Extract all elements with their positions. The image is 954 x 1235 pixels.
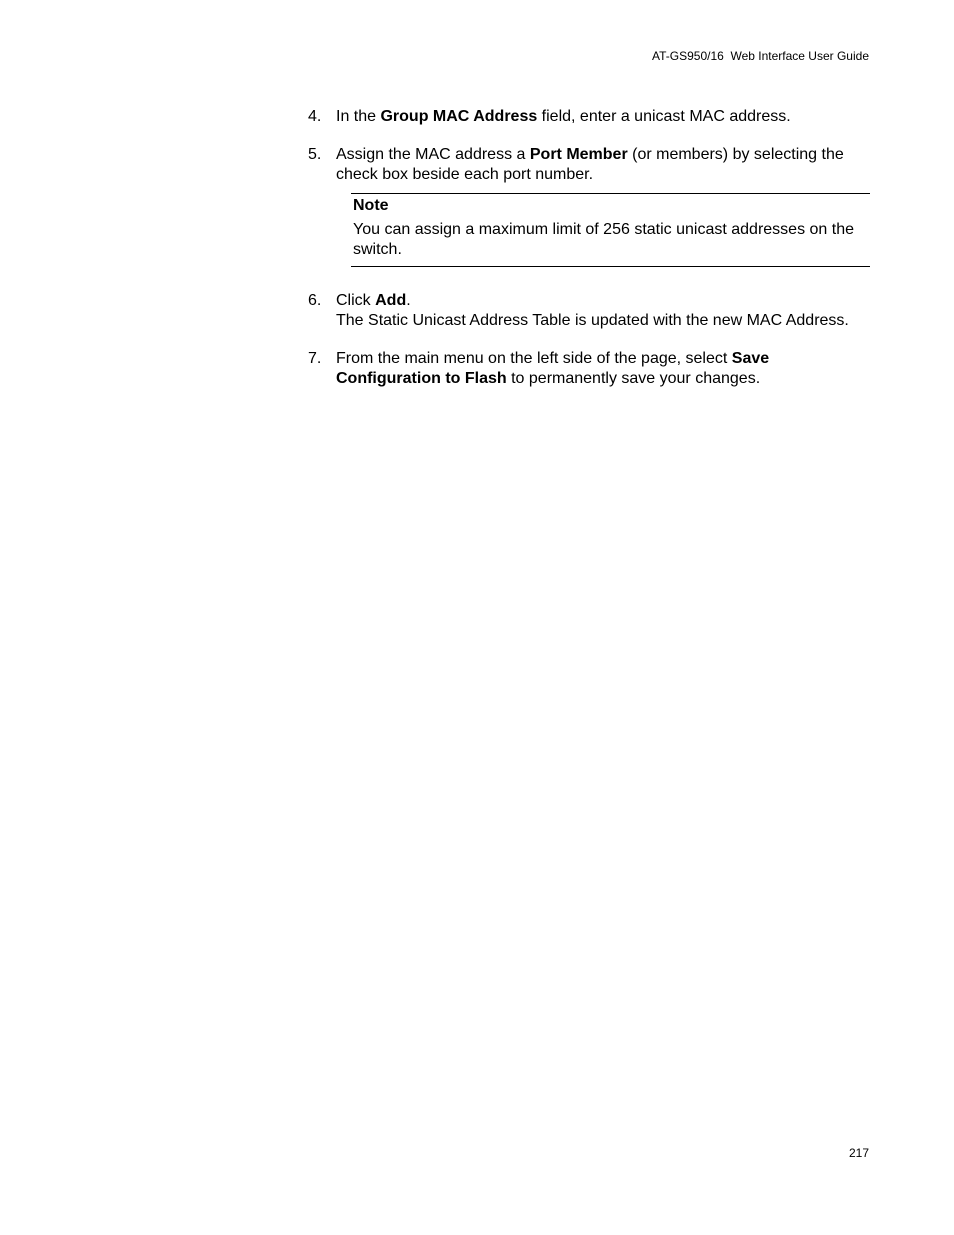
step-7 xyxy=(308,349,870,389)
step-text-bold: Port Member xyxy=(529,146,628,163)
step-text-post: (or members) by selecting the check box beside each port number. xyxy=(336,146,844,183)
step-number: 6. xyxy=(308,292,322,309)
step-text xyxy=(336,291,870,331)
step-number: 4. xyxy=(308,108,322,125)
document-body xyxy=(308,107,870,407)
step-text xyxy=(336,349,870,389)
step-text-bold: Group MAC Address xyxy=(380,108,538,125)
note-box xyxy=(351,193,870,267)
step-text-bold: Save Configuration to Flash xyxy=(336,350,770,387)
step-result-text: The Static Unicast Address Table is updated with the new MAC Address. xyxy=(336,312,849,329)
running-header: AT-GS950/16 Web Interface User Guide xyxy=(652,49,869,63)
step-text-post: to permanently save your changes. xyxy=(506,370,761,387)
step-text-post: . xyxy=(406,292,411,309)
step-number: 5. xyxy=(308,146,322,163)
step-text-pre: Assign the MAC address a xyxy=(336,146,530,163)
step-6 xyxy=(308,291,870,331)
note-text: You can assign a maximum limit of 256 static unicast addresses on the switch. xyxy=(353,221,854,258)
step-text-pre: From the main menu on the left side of the page, select xyxy=(336,350,732,367)
page-number: 217 xyxy=(848,1146,869,1160)
step-text-pre: In the xyxy=(336,108,381,125)
step-5 xyxy=(308,145,870,185)
step-text xyxy=(336,107,870,127)
step-text-pre: Click xyxy=(336,292,376,309)
step-4 xyxy=(308,107,870,127)
step-number: 7. xyxy=(308,350,322,367)
step-text-post: field, enter a unicast MAC address. xyxy=(537,108,791,125)
step-text xyxy=(336,145,870,185)
note-title: Note xyxy=(353,197,389,214)
step-text-bold: Add xyxy=(375,292,407,309)
